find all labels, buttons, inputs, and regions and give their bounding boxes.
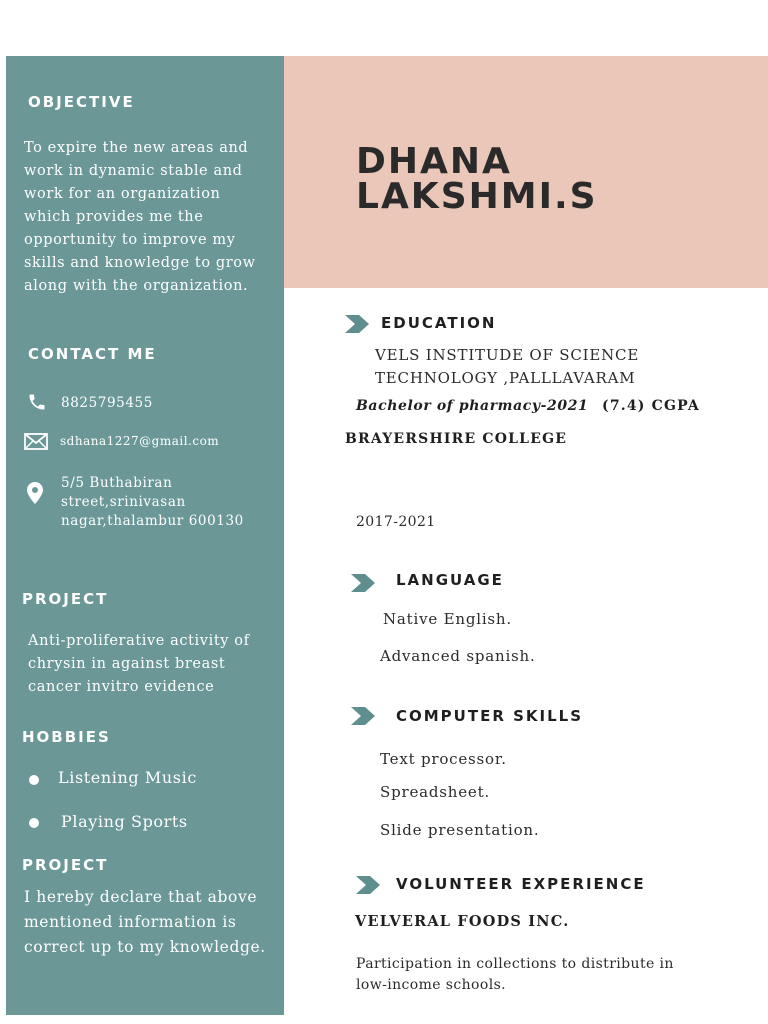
college-name: BRAYERSHIRE COLLEGE — [345, 431, 568, 447]
language-item: Advanced spanish. — [380, 647, 536, 665]
objective-text — [24, 137, 256, 298]
name-line-2: LAKSHMI.S — [356, 176, 598, 217]
objective-line: opportunity to improve my — [24, 232, 236, 248]
institute-line: TECHNOLOGY ,PALLLAVARAM — [375, 369, 636, 387]
phone-icon — [26, 392, 48, 412]
volunteer-org: VELVERAL FOODS INC. — [355, 913, 570, 930]
bullet-icon — [29, 818, 39, 828]
chevron-right-icon — [351, 574, 377, 592]
language-item: Native English. — [383, 610, 512, 628]
hobbies-heading: HOBBIES — [22, 728, 111, 746]
contact-heading: CONTACT ME — [28, 345, 157, 363]
project-line: cancer invitro evidence — [28, 679, 215, 695]
chevron-right-icon — [351, 707, 377, 725]
volunteer-description — [356, 954, 674, 996]
institute-line: VELS INSTITUDE OF SCIENCE — [375, 346, 640, 364]
objective-line: which provides me the — [24, 209, 204, 225]
objective-line: work for an organization — [24, 186, 221, 202]
project-line: Anti-proliferative activity of — [28, 633, 250, 649]
address-line: nagar,thalambur 600130 — [61, 513, 244, 529]
address-line: street,srinivasan — [61, 494, 186, 510]
hobby-item: Playing Sports — [61, 812, 188, 831]
cgpa: (7.4) CGPA — [602, 398, 700, 414]
volunteer-heading: VOLUNTEER EXPERIENCE — [396, 875, 646, 893]
project-line: chrysin in against breast — [28, 656, 226, 672]
email-address[interactable]: sdhana1227@gmail.com — [60, 434, 220, 448]
skill-item: Text processor. — [380, 750, 507, 768]
location-pin-icon — [27, 482, 43, 504]
skill-item: Spreadsheet. — [380, 783, 490, 801]
declaration-line: correct up to my knowledge. — [24, 938, 266, 956]
declaration-line: I hereby declare that above — [24, 888, 258, 906]
education-years: 2017-2021 — [356, 514, 436, 530]
declaration-text — [24, 885, 266, 960]
project-heading: PROJECT — [22, 590, 109, 608]
objective-line: To expire the new areas and — [24, 140, 249, 156]
objective-line: along with the organization. — [24, 278, 249, 294]
address — [61, 474, 244, 531]
bullet-icon — [29, 775, 39, 785]
objective-heading: OBJECTIVE — [28, 93, 135, 111]
project-text — [28, 630, 250, 699]
chevron-right-icon — [356, 876, 382, 894]
name-line-1: DHANA — [356, 141, 512, 182]
skill-item: Slide presentation. — [380, 821, 540, 839]
volunteer-line: Participation in collections to distribute in — [356, 956, 674, 972]
computer-skills-heading: COMPUTER SKILLS — [396, 707, 584, 725]
volunteer-line: low-income schools. — [356, 977, 507, 993]
objective-line: work in dynamic stable and — [24, 163, 243, 179]
address-line: 5/5 Buthabiran — [61, 475, 173, 491]
degree: Bachelor of pharmacy-2021 — [356, 398, 589, 414]
objective-line: skills and knowledge to grow — [24, 255, 256, 271]
phone-number[interactable]: 8825795455 — [61, 395, 153, 411]
education-heading: EDUCATION — [381, 314, 497, 332]
hobby-item: Listening Music — [58, 768, 197, 787]
chevron-right-icon — [345, 315, 371, 333]
candidate-name — [356, 141, 598, 217]
institute-name — [375, 344, 639, 390]
declaration-line: mentioned information is — [24, 913, 237, 931]
envelope-icon — [24, 433, 48, 450]
declaration-heading: PROJECT — [22, 856, 109, 874]
language-heading: LANGUAGE — [396, 571, 504, 589]
